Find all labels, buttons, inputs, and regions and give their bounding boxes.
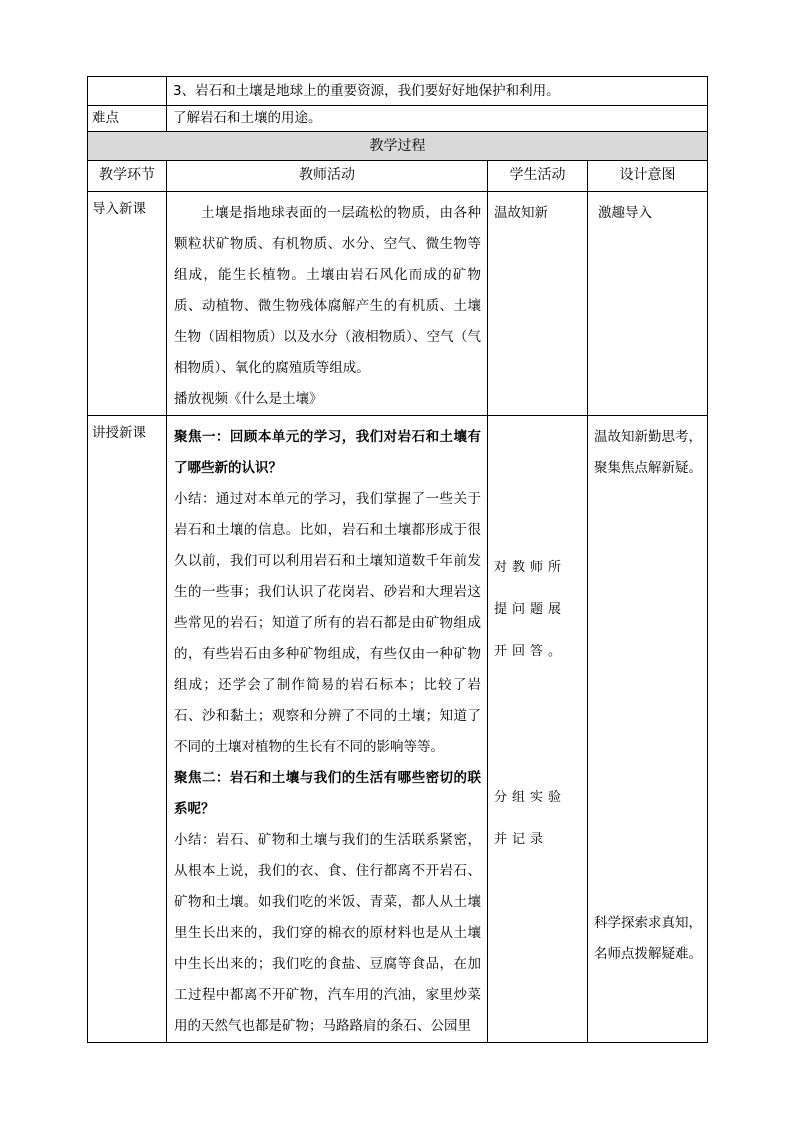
intro-teacher-cell — [167, 192, 488, 416]
summary-one-text: 小结：通过对本单元的学习，我们掌握了一些关于岩石和土壤的信息。比如，岩石和土壤都形成于很久以前，我们可以利用岩石和土壤知道数千年前发生的一些事；我们认识了花岗岩、砂岩和大理岩这些常见的岩石；知道了所有的岩石都是由矿物组成的，有些岩石由多种矿物组成，有些仅由一种矿物组成；还学会了制作简易的岩石标本；比较了岩石、沙和黏土；观察和分辨了不同的土壤；知道了不同的土壤对植物的生长有不同的影响等等。 — [174, 491, 481, 755]
new-lesson-student-cell — [488, 416, 588, 1043]
summary-two-text: 小结：岩石、矿物和土壤与我们的生活联系紧密，从根本上说，我们的衣、食、住行都离不开岩石、矿物和土壤。如我们吃的米饭、青菜，都人从土壤里生长出来的，我们穿的棉衣的原材料也是从土壤中生长出来的；我们吃的食盐、豆腐等食品，在加工过程中都离不开矿物，汽车用的汽油，家里炒菜用的天然气也都是矿物；马路路肩的条石、公园里 — [174, 832, 481, 1034]
difficulty-label-cell — [88, 106, 167, 132]
difficulty-row — [88, 106, 708, 132]
intro-intent-cell — [588, 192, 708, 416]
header-student: 学生活动 — [488, 161, 588, 192]
goals-text: 3、岩石和土壤是地球上的重要资源，我们要好好地保护和利用。 — [173, 83, 560, 99]
intent-one-text: 温故知新勤思考，聚集焦点解新疑。 — [594, 429, 702, 476]
process-banner-row — [88, 132, 708, 161]
focus-two-text: 聚焦二：岩石和土壤与我们的生活有哪些密切的联系呢？ — [174, 770, 481, 817]
goals-row — [88, 77, 708, 106]
lesson-plan-table — [87, 76, 708, 1043]
intro-stage: 导入新课 — [92, 201, 146, 217]
intro-teacher-text: 土壤是指地球表面的一层疏松的物质，由各种颗粒状矿物质、有机物质、水分、空气、微生物等组成，能生长植物。土壤由岩石风化而成的矿物质、动植物、微生物残体腐解产生的有机质、土壤生物（固相物质）以及水分（液相物质）、空气（气相物质）、氧化的腐殖质等组成。 — [174, 205, 481, 376]
new-lesson-stage: 讲授新课 — [92, 425, 146, 441]
intro-student-cell — [488, 192, 588, 416]
student-answer-text: 对教师所提问题展开回答。 — [494, 560, 567, 659]
process-banner: 教学过程 — [88, 132, 708, 161]
header-stage: 教学环节 — [88, 161, 167, 192]
header-intent: 设计意图 — [588, 161, 708, 192]
new-lesson-intent-cell — [588, 416, 708, 1043]
difficulty-label: 难点 — [92, 110, 119, 126]
intro-stage-cell — [88, 192, 167, 416]
intro-video-text: 播放视频《什么是土壤》 — [174, 391, 323, 407]
new-lesson-teacher-cell — [167, 416, 488, 1043]
new-lesson-row — [88, 416, 708, 1043]
intro-student-text: 温故知新 — [494, 205, 548, 221]
new-lesson-stage-cell — [88, 416, 167, 1043]
intro-row — [88, 192, 708, 416]
goals-text-cell — [167, 77, 708, 106]
column-header-row — [88, 161, 708, 192]
difficulty-text: 了解岩石和土壤的用途。 — [173, 110, 322, 126]
student-experiment-text: 分组实验并记录 — [494, 790, 567, 847]
intent-two-text: 科学探索求真知，名师点拨解疑难。 — [594, 915, 702, 962]
difficulty-text-cell — [167, 106, 708, 132]
lesson-plan-sheet — [87, 76, 707, 1043]
goals-label-cell — [88, 77, 167, 106]
intro-intent-text: 激趣导入 — [598, 205, 652, 221]
header-teacher: 教师活动 — [167, 161, 488, 192]
focus-one-text: 聚焦一：回顾本单元的学习，我们对岩石和土壤有了哪些新的认识？ — [174, 429, 481, 476]
